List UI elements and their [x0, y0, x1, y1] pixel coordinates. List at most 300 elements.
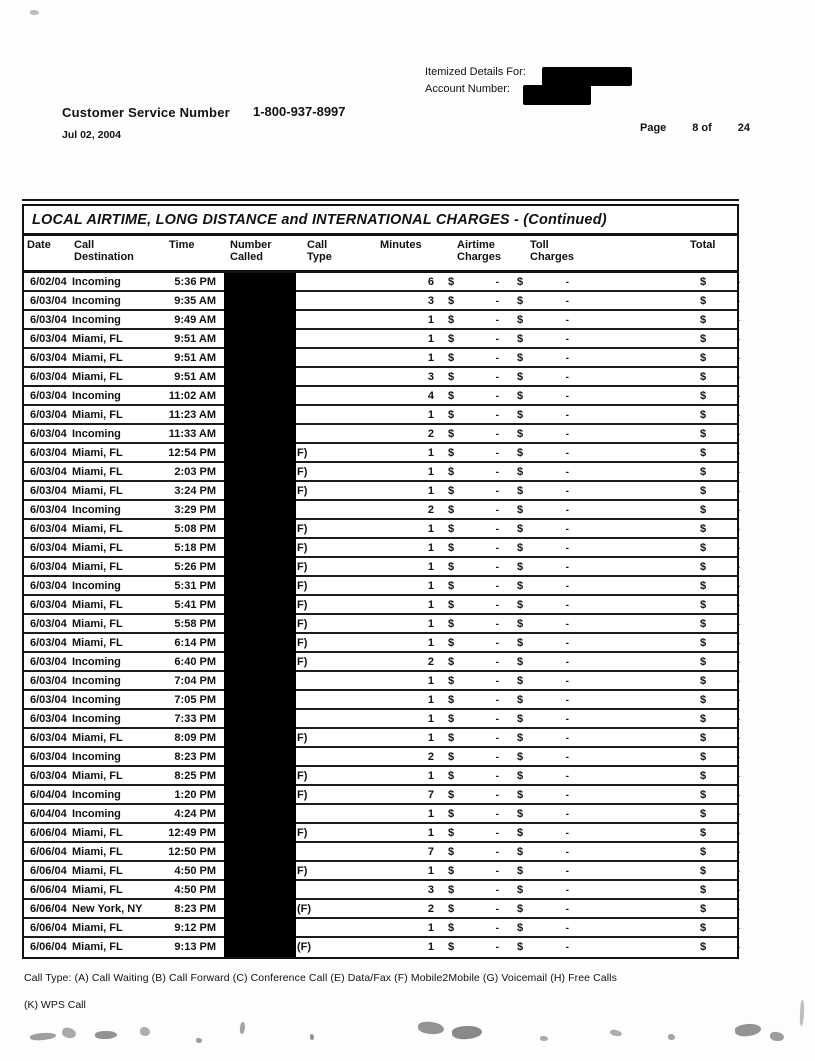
call-record-row [24, 596, 740, 615]
cell-airtime-amount: - [495, 448, 499, 459]
cell-time: 5:26 PM [174, 561, 216, 573]
cell-toll-amount: - [565, 752, 569, 763]
cell-airtime-currency: $ [448, 447, 455, 459]
cell-toll-currency: $ [517, 352, 524, 364]
cell-destination: Incoming [72, 694, 121, 706]
cell-airtime-amount: - [495, 486, 499, 497]
cell-minutes: 1 [427, 675, 434, 687]
cell-date: 6/06/04 [30, 922, 67, 934]
cell-airtime-amount: - [495, 866, 499, 877]
cell-time: 9:51 AM [174, 371, 216, 383]
cell-total-currency: $ [700, 447, 707, 459]
cell-minutes: 1 [427, 333, 434, 345]
cell-destination: Miami, FL [72, 333, 123, 345]
cell-minutes: 1 [427, 808, 434, 820]
cell-toll-amount: - [565, 942, 569, 953]
cell-toll-currency: $ [517, 447, 524, 459]
cell-total-currency: $ [700, 827, 707, 839]
cell-call-type: F) [297, 865, 308, 877]
cell-total-amount: - [736, 448, 740, 459]
cell-airtime-amount: - [495, 543, 499, 554]
cell-date: 6/06/04 [30, 941, 67, 953]
cell-airtime-currency: $ [448, 675, 455, 687]
call-record-row [24, 273, 740, 292]
call-record-row [24, 406, 740, 425]
cell-airtime-amount: - [495, 638, 499, 649]
cell-toll-currency: $ [517, 314, 524, 326]
cell-toll-amount: - [565, 543, 569, 554]
itemized-details-label: Itemized Details For: [425, 66, 526, 78]
cell-minutes: 1 [427, 637, 434, 649]
cell-airtime-amount: - [495, 771, 499, 782]
cell-destination: Incoming [72, 713, 121, 725]
cell-airtime-currency: $ [448, 523, 455, 535]
call-record-row [24, 615, 740, 634]
cell-airtime-amount: - [495, 562, 499, 573]
cell-time: 7:33 PM [174, 713, 216, 725]
cell-toll-amount: - [565, 315, 569, 326]
cell-total-amount: - [736, 543, 740, 554]
cell-date: 6/06/04 [30, 827, 67, 839]
cell-toll-currency: $ [517, 751, 524, 763]
cell-airtime-currency: $ [448, 637, 455, 649]
cell-toll-amount: - [565, 600, 569, 611]
cell-total-amount: - [736, 429, 740, 440]
cell-minutes: 1 [427, 694, 434, 706]
cell-total-currency: $ [700, 618, 707, 630]
cell-toll-amount: - [565, 524, 569, 535]
cell-time: 8:23 PM [174, 751, 216, 763]
cell-airtime-currency: $ [448, 732, 455, 744]
cell-call-type: (F) [297, 941, 312, 953]
cell-destination: Miami, FL [72, 599, 123, 611]
cell-date: 6/03/04 [30, 333, 67, 345]
cell-time: 4:50 PM [174, 865, 216, 877]
cell-minutes: 1 [427, 580, 434, 592]
cell-destination: Miami, FL [72, 447, 123, 459]
call-record-row [24, 501, 740, 520]
cell-destination: Miami, FL [72, 618, 123, 630]
cell-minutes: 1 [427, 542, 434, 554]
cell-date: 6/03/04 [30, 618, 67, 630]
cell-destination: Miami, FL [72, 846, 123, 858]
cell-date: 6/03/04 [30, 371, 67, 383]
col-header-destination: Call Destination [74, 239, 134, 263]
cell-time: 6:14 PM [174, 637, 216, 649]
cell-time: 2:03 PM [174, 466, 216, 478]
col-header-call-type: Call Type [307, 239, 332, 263]
cell-airtime-currency: $ [448, 903, 455, 915]
call-record-row [24, 691, 740, 710]
cell-toll-currency: $ [517, 504, 524, 516]
call-record-row [24, 938, 740, 957]
cell-destination: Incoming [72, 580, 121, 592]
cell-total-currency: $ [700, 846, 707, 858]
cell-toll-currency: $ [517, 903, 524, 915]
cell-destination: Incoming [72, 808, 121, 820]
cell-destination: Miami, FL [72, 770, 123, 782]
cell-toll-amount: - [565, 885, 569, 896]
cell-airtime-amount: - [495, 790, 499, 801]
cell-destination: Incoming [72, 295, 121, 307]
cell-destination: Incoming [72, 504, 121, 516]
cell-time: 11:23 AM [168, 409, 216, 421]
cell-minutes: 1 [427, 941, 434, 953]
cell-date: 6/03/04 [30, 428, 67, 440]
call-record-row [24, 368, 740, 387]
cell-minutes: 1 [427, 447, 434, 459]
cell-airtime-amount: - [495, 752, 499, 763]
cell-minutes: 1 [427, 409, 434, 421]
cell-toll-currency: $ [517, 409, 524, 421]
cell-minutes: 7 [427, 846, 434, 858]
cell-airtime-amount: - [495, 733, 499, 744]
customer-service-label: Customer Service Number [62, 105, 230, 120]
cell-minutes: 6 [427, 276, 434, 288]
cell-time: 11:02 AM [168, 390, 216, 402]
cell-date: 6/06/04 [30, 903, 67, 915]
cell-destination: Incoming [72, 675, 121, 687]
cell-toll-currency: $ [517, 580, 524, 592]
cell-minutes: 4 [427, 390, 434, 402]
cell-total-amount: - [736, 600, 740, 611]
cell-time: 9:12 PM [174, 922, 216, 934]
scan-noise [196, 1038, 202, 1043]
cell-call-type: F) [297, 485, 308, 497]
cell-toll-amount: - [565, 657, 569, 668]
cell-destination: Miami, FL [72, 941, 123, 953]
cell-airtime-amount: - [495, 372, 499, 383]
cell-toll-currency: $ [517, 770, 524, 782]
cell-destination: Miami, FL [72, 865, 123, 877]
cell-minutes: 1 [427, 865, 434, 877]
call-record-row [24, 805, 740, 824]
cell-airtime-amount: - [495, 657, 499, 668]
cell-date: 6/03/04 [30, 561, 67, 573]
cell-total-amount: - [736, 315, 740, 326]
cell-airtime-currency: $ [448, 485, 455, 497]
cell-date: 6/03/04 [30, 352, 67, 364]
cell-toll-amount: - [565, 353, 569, 364]
cell-time: 4:50 PM [174, 884, 216, 896]
cell-date: 6/03/04 [30, 542, 67, 554]
cell-date: 6/03/04 [30, 485, 67, 497]
cell-airtime-amount: - [495, 904, 499, 915]
col-header-date: Date [27, 239, 51, 251]
cell-total-amount: - [736, 866, 740, 877]
cell-destination: Miami, FL [72, 561, 123, 573]
cell-destination: Incoming [72, 789, 121, 801]
cell-destination: Miami, FL [72, 409, 123, 421]
cell-call-type: F) [297, 618, 308, 630]
cell-airtime-amount: - [495, 847, 499, 858]
cell-airtime-currency: $ [448, 542, 455, 554]
col-header-total: Total [690, 239, 716, 251]
cell-toll-currency: $ [517, 428, 524, 440]
cell-total-amount: - [736, 847, 740, 858]
cell-date: 6/03/04 [30, 732, 67, 744]
scan-noise [451, 1025, 482, 1041]
cell-date: 6/06/04 [30, 846, 67, 858]
redaction-box-account-number [523, 85, 591, 105]
call-type-legend-wps: (K) WPS Call [24, 999, 86, 1011]
cell-minutes: 1 [427, 466, 434, 478]
cell-total-amount: - [736, 638, 740, 649]
cell-date: 6/03/04 [30, 523, 67, 535]
cell-destination: Miami, FL [72, 884, 123, 896]
cell-minutes: 1 [427, 485, 434, 497]
cell-airtime-currency: $ [448, 580, 455, 592]
cell-toll-currency: $ [517, 713, 524, 725]
cell-destination: Miami, FL [72, 485, 123, 497]
cell-date: 6/03/04 [30, 675, 67, 687]
cell-toll-currency: $ [517, 941, 524, 953]
cell-time: 12:49 PM [168, 827, 216, 839]
table-title: LOCAL AIRTIME, LONG DISTANCE and INTERNATIONAL CHARGES - (Continued) [24, 206, 737, 236]
cell-time: 12:50 PM [168, 846, 216, 858]
cell-airtime-currency: $ [448, 656, 455, 668]
cell-call-type: F) [297, 789, 308, 801]
cell-time: 8:25 PM [174, 770, 216, 782]
cell-destination: Miami, FL [72, 637, 123, 649]
cell-minutes: 2 [427, 656, 434, 668]
cell-call-type: F) [297, 466, 308, 478]
cell-toll-currency: $ [517, 599, 524, 611]
cell-date: 6/03/04 [30, 770, 67, 782]
cell-destination: Incoming [72, 656, 121, 668]
redaction-box-numbers-called [224, 273, 296, 957]
cell-minutes: 1 [427, 827, 434, 839]
cell-total-amount: - [736, 942, 740, 953]
cell-total-currency: $ [700, 808, 707, 820]
cell-total-currency: $ [700, 352, 707, 364]
cell-total-amount: - [736, 809, 740, 820]
cell-airtime-currency: $ [448, 314, 455, 326]
call-record-row [24, 330, 740, 349]
cell-destination: Miami, FL [72, 352, 123, 364]
cell-date: 6/06/04 [30, 884, 67, 896]
cell-airtime-currency: $ [448, 599, 455, 611]
cell-time: 5:58 PM [174, 618, 216, 630]
cell-toll-currency: $ [517, 295, 524, 307]
cell-total-currency: $ [700, 656, 707, 668]
cell-toll-amount: - [565, 771, 569, 782]
cell-time: 5:18 PM [174, 542, 216, 554]
cell-airtime-currency: $ [448, 770, 455, 782]
cell-total-amount: - [736, 372, 740, 383]
scan-noise [734, 1022, 761, 1038]
cell-total-currency: $ [700, 713, 707, 725]
cell-date: 6/03/04 [30, 751, 67, 763]
cell-toll-amount: - [565, 638, 569, 649]
cell-toll-currency: $ [517, 694, 524, 706]
cell-total-currency: $ [700, 922, 707, 934]
cell-airtime-amount: - [495, 524, 499, 535]
cell-toll-amount: - [565, 467, 569, 478]
cell-airtime-currency: $ [448, 561, 455, 573]
cell-total-currency: $ [700, 884, 707, 896]
cell-toll-currency: $ [517, 276, 524, 288]
cell-toll-amount: - [565, 277, 569, 288]
cell-airtime-currency: $ [448, 865, 455, 877]
call-record-row [24, 349, 740, 368]
cell-airtime-amount: - [495, 429, 499, 440]
cell-airtime-amount: - [495, 334, 499, 345]
cell-airtime-amount: - [495, 353, 499, 364]
col-header-toll: Toll Charges [530, 239, 575, 263]
cell-total-currency: $ [700, 561, 707, 573]
cell-date: 6/03/04 [30, 447, 67, 459]
cell-date: 6/04/04 [30, 789, 67, 801]
cell-time: 5:31 PM [174, 580, 216, 592]
cell-total-currency: $ [700, 865, 707, 877]
cell-date: 6/03/04 [30, 504, 67, 516]
cell-total-currency: $ [700, 390, 707, 402]
cell-date: 6/03/04 [30, 713, 67, 725]
cell-time: 9:51 AM [174, 352, 216, 364]
cell-toll-currency: $ [517, 637, 524, 649]
cell-total-amount: - [736, 410, 740, 421]
cell-total-currency: $ [700, 694, 707, 706]
cell-airtime-currency: $ [448, 504, 455, 516]
cell-date: 6/03/04 [30, 314, 67, 326]
cell-time: 7:05 PM [174, 694, 216, 706]
cell-toll-amount: - [565, 676, 569, 687]
cell-toll-currency: $ [517, 675, 524, 687]
cell-date: 6/04/04 [30, 808, 67, 820]
scan-noise [140, 1027, 150, 1036]
cell-airtime-amount: - [495, 315, 499, 326]
cell-total-amount: - [736, 904, 740, 915]
cell-toll-currency: $ [517, 656, 524, 668]
cell-toll-currency: $ [517, 808, 524, 820]
cell-call-type: F) [297, 827, 308, 839]
cell-total-amount: - [736, 467, 740, 478]
cell-minutes: 3 [427, 371, 434, 383]
cell-total-amount: - [736, 353, 740, 364]
cell-airtime-currency: $ [448, 352, 455, 364]
cell-toll-amount: - [565, 733, 569, 744]
cell-airtime-amount: - [495, 467, 499, 478]
cell-airtime-amount: - [495, 410, 499, 421]
cell-toll-currency: $ [517, 371, 524, 383]
cell-toll-currency: $ [517, 922, 524, 934]
cell-airtime-currency: $ [448, 846, 455, 858]
cell-time: 7:04 PM [174, 675, 216, 687]
scan-noise [770, 1031, 785, 1041]
cell-minutes: 2 [427, 428, 434, 440]
call-record-row [24, 387, 740, 406]
scan-noise [418, 1021, 445, 1035]
cell-toll-amount: - [565, 391, 569, 402]
cell-airtime-amount: - [495, 828, 499, 839]
cell-destination: Incoming [72, 276, 121, 288]
cell-airtime-amount: - [495, 619, 499, 630]
cell-airtime-amount: - [495, 809, 499, 820]
cell-total-amount: - [736, 296, 740, 307]
cell-toll-currency: $ [517, 561, 524, 573]
call-record-row [24, 292, 740, 311]
cell-airtime-currency: $ [448, 371, 455, 383]
cell-total-amount: - [736, 505, 740, 516]
cell-toll-amount: - [565, 790, 569, 801]
cell-airtime-currency: $ [448, 751, 455, 763]
cell-date: 6/03/04 [30, 295, 67, 307]
cell-destination: Miami, FL [72, 922, 123, 934]
cell-total-currency: $ [700, 903, 707, 915]
cell-toll-currency: $ [517, 732, 524, 744]
cell-toll-amount: - [565, 581, 569, 592]
cell-date: 6/03/04 [30, 599, 67, 611]
cell-airtime-currency: $ [448, 618, 455, 630]
cell-total-currency: $ [700, 504, 707, 516]
cell-minutes: 1 [427, 561, 434, 573]
cell-minutes: 3 [427, 884, 434, 896]
cell-airtime-currency: $ [448, 409, 455, 421]
cell-total-currency: $ [700, 333, 707, 345]
cell-toll-currency: $ [517, 466, 524, 478]
cell-destination: New York, NY [72, 903, 143, 915]
cell-minutes: 7 [427, 789, 434, 801]
call-record-row [24, 463, 740, 482]
call-record-row [24, 311, 740, 330]
cell-toll-amount: - [565, 695, 569, 706]
call-record-row [24, 786, 740, 805]
cell-airtime-amount: - [495, 885, 499, 896]
cell-time: 12:54 PM [168, 447, 216, 459]
cell-total-currency: $ [700, 751, 707, 763]
call-record-row [24, 748, 740, 767]
cell-total-amount: - [736, 733, 740, 744]
cell-destination: Miami, FL [72, 523, 123, 535]
cell-call-type: F) [297, 447, 308, 459]
cell-total-currency: $ [700, 485, 707, 497]
cell-total-currency: $ [700, 675, 707, 687]
cell-total-amount: - [736, 828, 740, 839]
table-top-rule [22, 199, 739, 201]
cell-total-currency: $ [700, 295, 707, 307]
cell-total-currency: $ [700, 276, 707, 288]
call-record-row [24, 672, 740, 691]
cell-airtime-currency: $ [448, 390, 455, 402]
cell-toll-currency: $ [517, 542, 524, 554]
cell-call-type: F) [297, 656, 308, 668]
cell-toll-currency: $ [517, 789, 524, 801]
cell-destination: Miami, FL [72, 371, 123, 383]
cell-date: 6/03/04 [30, 694, 67, 706]
cell-time: 9:51 AM [174, 333, 216, 345]
cell-toll-currency: $ [517, 618, 524, 630]
cell-total-amount: - [736, 391, 740, 402]
page-number: 8 of [692, 122, 712, 134]
cell-toll-amount: - [565, 619, 569, 630]
call-record-row [24, 539, 740, 558]
cell-minutes: 1 [427, 352, 434, 364]
call-record-row [24, 729, 740, 748]
cell-total-amount: - [736, 695, 740, 706]
col-header-airtime: Airtime Charges [457, 239, 502, 263]
table-rows [24, 273, 740, 957]
cell-airtime-amount: - [495, 676, 499, 687]
cell-date: 6/03/04 [30, 409, 67, 421]
cell-total-amount: - [736, 619, 740, 630]
cell-destination: Incoming [72, 314, 121, 326]
cell-total-currency: $ [700, 542, 707, 554]
cell-airtime-currency: $ [448, 694, 455, 706]
cell-total-amount: - [736, 562, 740, 573]
call-record-row [24, 577, 740, 596]
cell-total-currency: $ [700, 314, 707, 326]
